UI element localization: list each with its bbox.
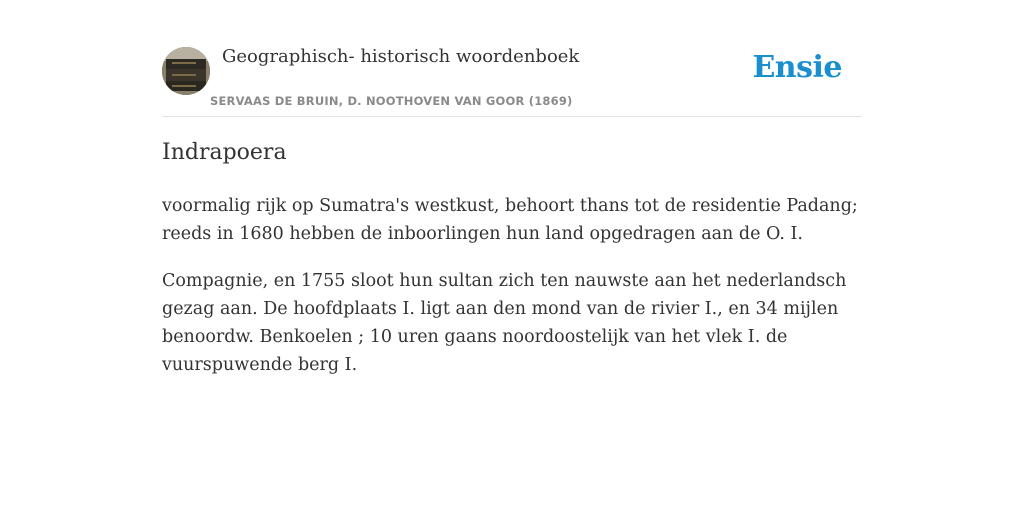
entry-paragraph: Compagnie, en 1755 sloot hun sultan zich ten nauwste aan het nederlandsch gezag aan. De hoofdplaats I. ligt aan den mond van de rivier I., en 34 mijlen benoordw. Benkoelen ; 10 uren gaans noordoostelijk van het vlek I. de vuurspuwende berg I. xyxy=(162,271,847,375)
ensie-logo[interactable]: Ensie xyxy=(752,50,842,85)
book-cover-avatar[interactable] xyxy=(162,47,210,95)
entry-title: Indrapoera xyxy=(162,140,287,165)
header xyxy=(162,40,862,117)
book-cover-icon xyxy=(162,47,210,95)
entry-paragraph: voormalig rijk op Sumatra's westkust, behoort thans tot de residentie Padang; reeds in 1680 hebben de inboorlingen hun land opgedragen aan de O. I. xyxy=(162,196,858,244)
entry-body xyxy=(162,192,866,398)
book-title-link[interactable]: Geographisch- historisch woordenboek xyxy=(222,46,580,67)
book-authors-year: SERVAAS DE BRUIN, D. NOOTHOVEN VAN GOOR (1869) xyxy=(210,94,573,108)
